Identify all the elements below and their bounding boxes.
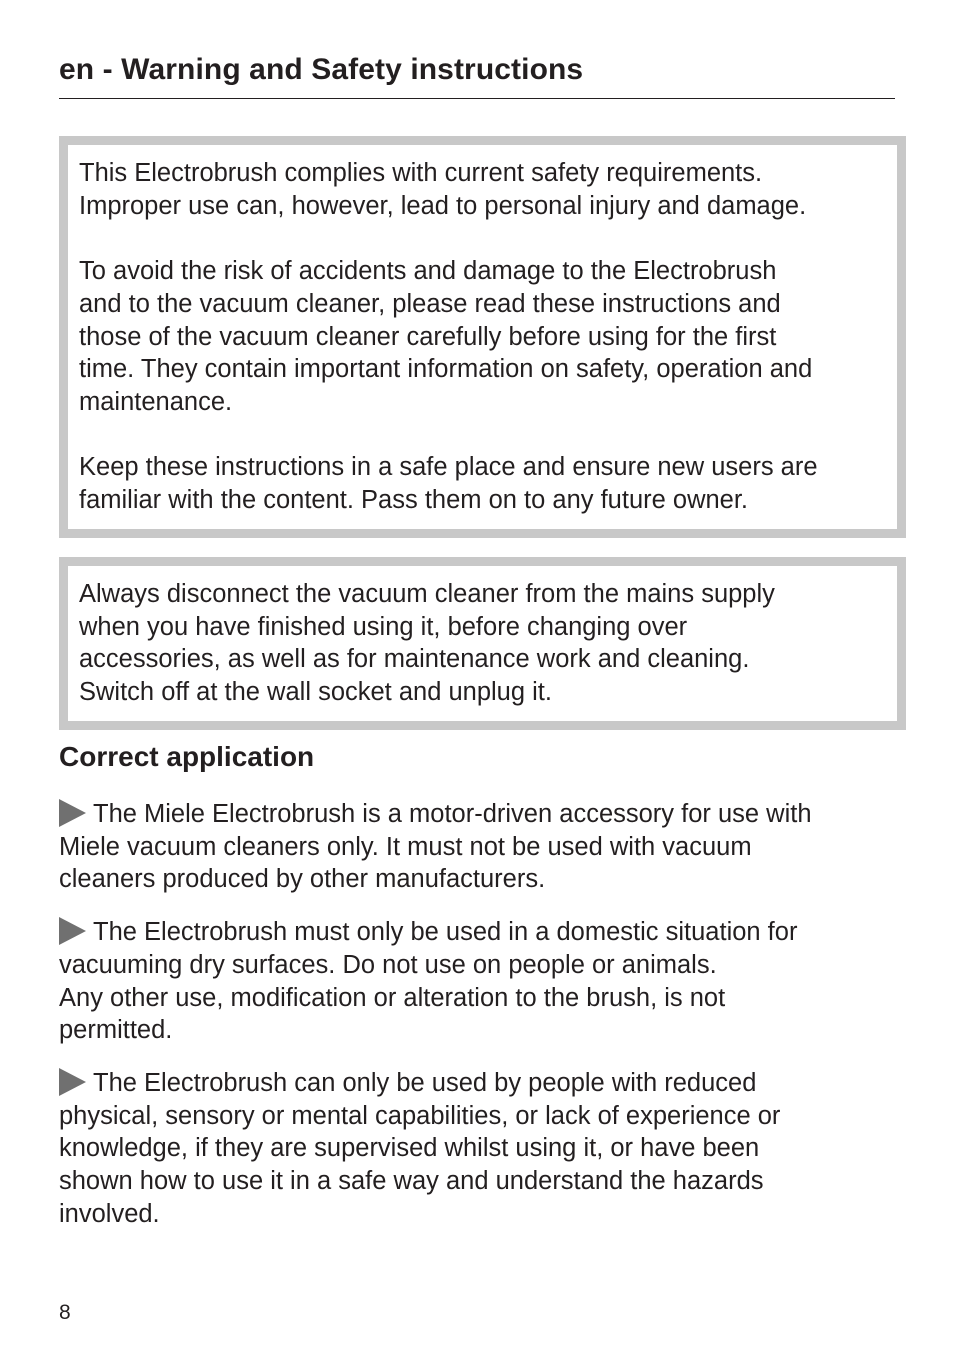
list-item-text: The Miele Electrobrush is a motor-driven accessory for use with Miele vacuum cleaners only. It must not be used with vacuum cleaners produced by other manufacturers. xyxy=(59,800,812,894)
intro-paragraph: Keep these instructions in a safe place and ensure new users are familiar with the content. Pass them on to any future owner. xyxy=(79,453,818,514)
list-item xyxy=(59,916,895,1047)
intro-paragraph: This Electrobrush complies with current safety requirements. Improper use can, however, lead to personal injury and damage. xyxy=(79,159,807,220)
page-title: en - Warning and Safety instructions xyxy=(59,53,584,86)
disconnect-warning-text: Always disconnect the vacuum cleaner from the mains supply when you have finished using it, before changing over accessories, as well as for maintenance work and cleaning. Switch off at the wall socket and unplug it. xyxy=(79,580,775,707)
correct-application-list xyxy=(59,798,895,1250)
triangle-right-icon xyxy=(59,799,86,827)
section-title: Correct application xyxy=(59,741,315,772)
triangle-right-icon xyxy=(59,1068,86,1096)
list-item xyxy=(59,798,895,896)
disconnect-warning-box xyxy=(59,557,906,730)
list-item xyxy=(59,1067,895,1231)
page-number: 8 xyxy=(59,1301,71,1324)
intro-paragraph: To avoid the risk of accidents and damage to the Electrobrush and to the vacuum cleaner, please read these instructions and those of the vacuum cleaner carefully before using for the first time. They contain important information on safety, operation and maintenance. xyxy=(79,257,813,416)
safety-intro-box xyxy=(59,136,906,538)
list-item-text: The Electrobrush must only be used in a domestic situation for vacuuming dry surfaces. Do not use on people or animals. Any other use, modification or alteration to the brush, is not permitted. xyxy=(59,918,798,1045)
list-item-text: The Electrobrush can only be used by people with reduced physical, sensory or mental capabilities, or lack of experience or knowledge, if they are supervised whilst using it, or have been shown how to use it in a safe way and understand the hazards involved. xyxy=(59,1068,781,1228)
triangle-right-icon xyxy=(59,917,86,945)
page-header xyxy=(59,50,895,99)
